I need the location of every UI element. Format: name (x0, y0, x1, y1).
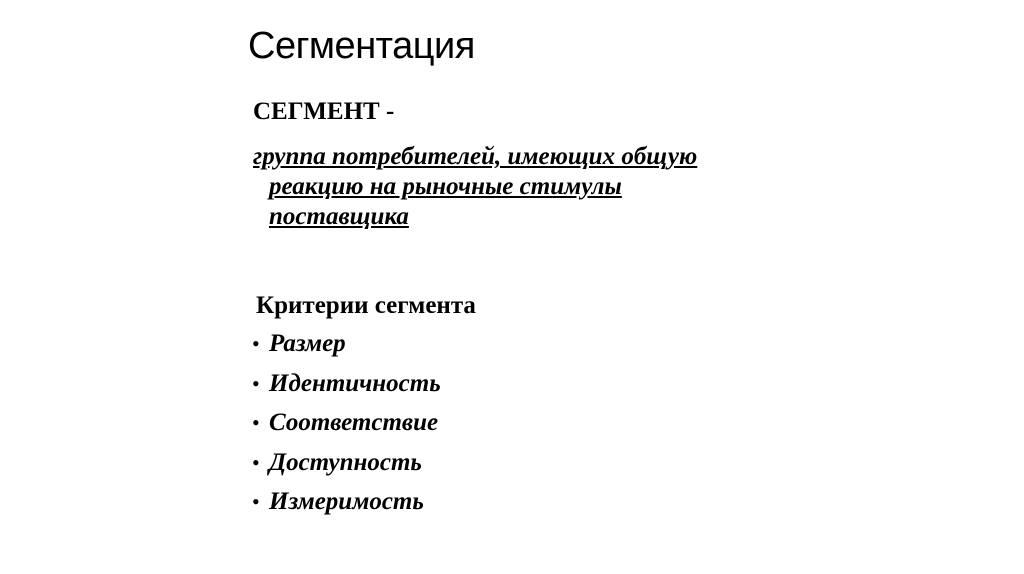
criteria-item-identity (252, 368, 441, 408)
bullet-icon: • (252, 449, 260, 475)
criteria-heading: Критерии сегмента (256, 292, 476, 319)
bullet-icon: • (252, 489, 260, 514)
criteria-label: Размер (269, 330, 346, 357)
bullet-icon: • (252, 370, 260, 396)
definition-line: реакцию на рыночные стимулы (269, 173, 622, 200)
criteria-item-conformity (252, 407, 441, 447)
bullet-icon: • (252, 331, 260, 356)
criteria-item-measurability (252, 486, 441, 526)
criteria-label: Идентичность (269, 369, 441, 397)
criteria-label: Измеримость (269, 488, 424, 515)
criteria-item-size (252, 328, 441, 368)
criteria-label: Соответствие (269, 409, 439, 436)
bullet-icon: • (252, 410, 260, 435)
slide-title: Сегментация (248, 25, 475, 67)
criteria-label: Доступность (269, 448, 422, 476)
criteria-list (252, 328, 441, 526)
definition-text (253, 142, 813, 232)
definition-line: группа потребителей, имеющих общую (253, 143, 698, 170)
definition-line: поставщика (269, 203, 409, 230)
term-heading: СЕГМЕНТ - (253, 98, 395, 125)
criteria-item-accessibility (252, 447, 441, 487)
